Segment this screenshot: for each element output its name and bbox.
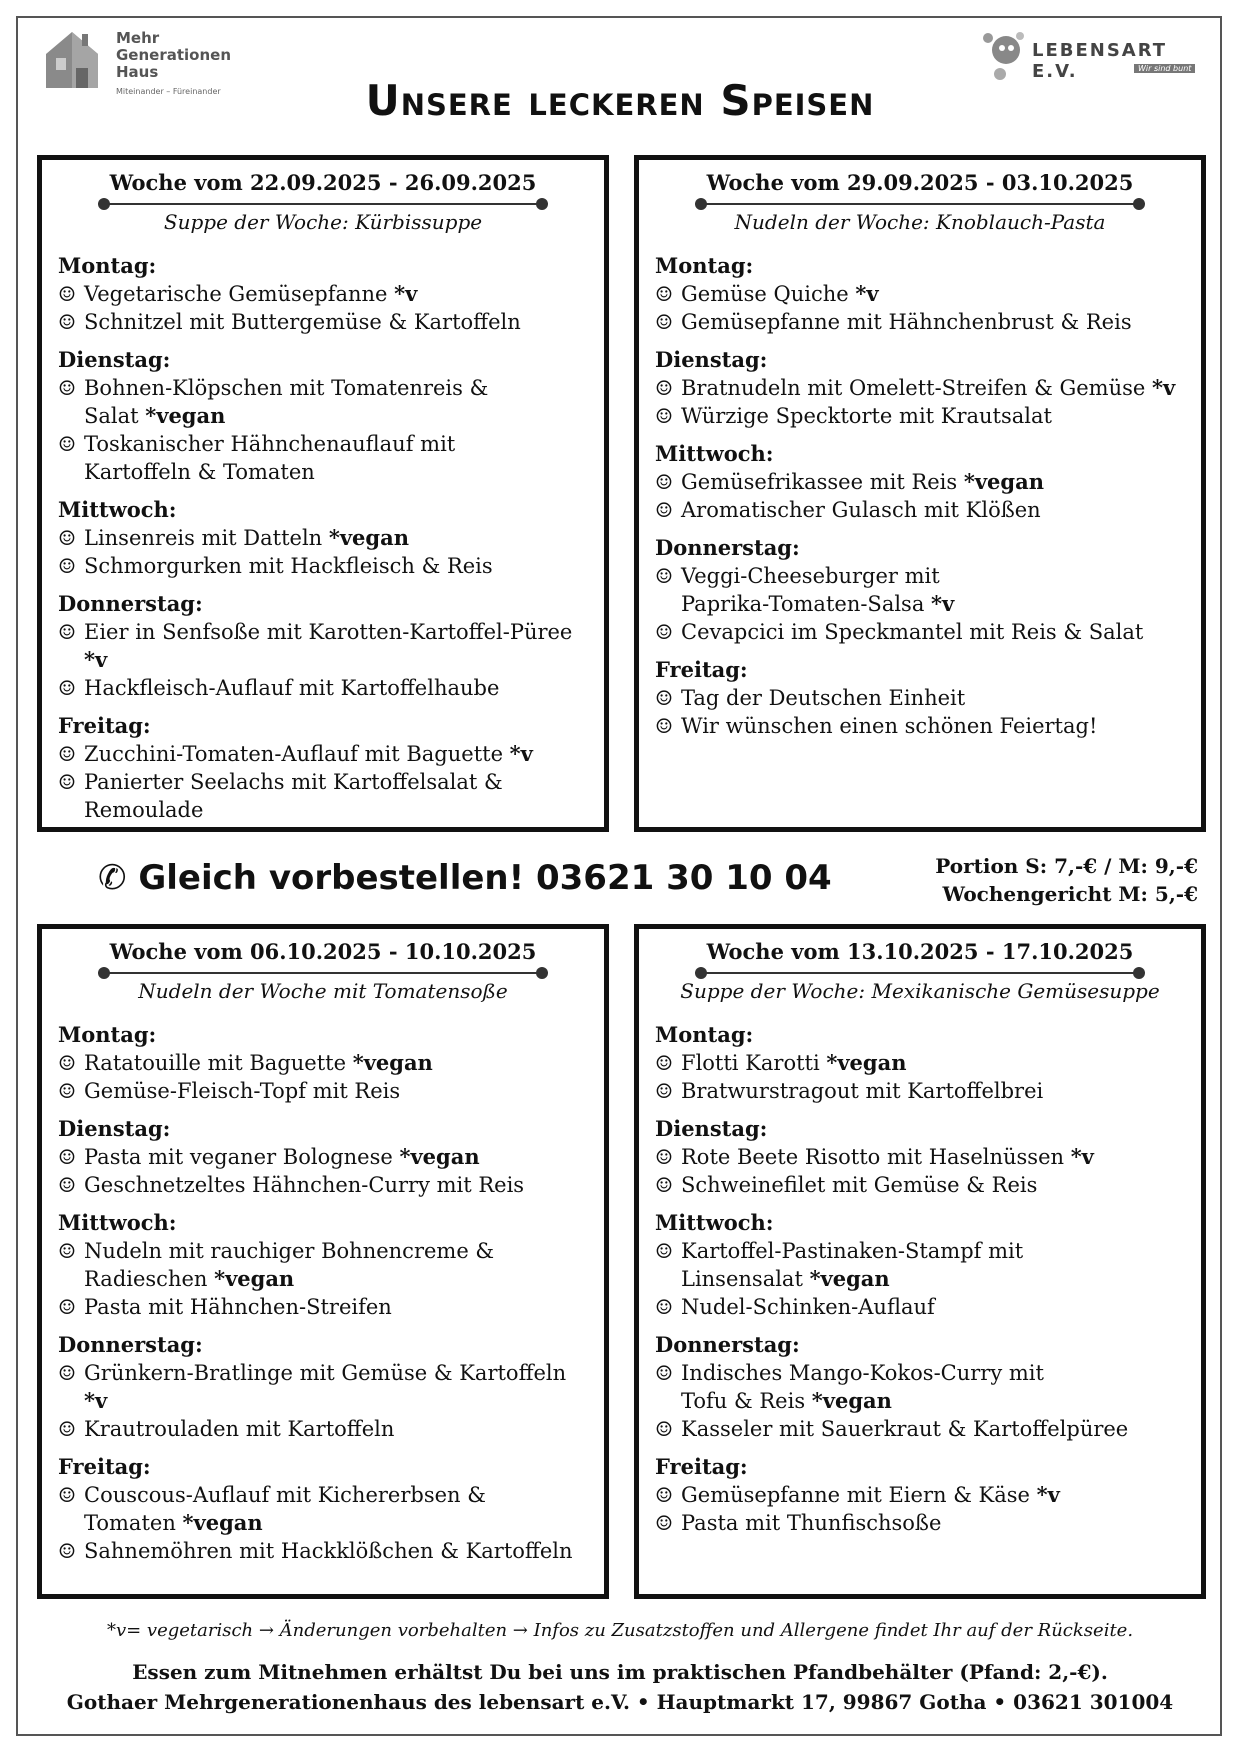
smiley-icon: ☺ xyxy=(655,310,673,334)
day-label: Donnerstag: xyxy=(58,591,203,616)
day-label: Freitag: xyxy=(655,1454,748,1479)
dish-name: Pasta mit Hähnchen-Streifen xyxy=(84,1295,392,1319)
day-block xyxy=(655,252,1185,336)
heading-divider xyxy=(695,198,1145,210)
dish-name: Grünkern-Bratlinge mit Gemüse & Kartoffeln xyxy=(84,1361,567,1385)
diet-marker: *v xyxy=(1070,1144,1094,1169)
dish-item xyxy=(655,280,1185,308)
logo-right-name: LEBENSART E.V. xyxy=(1032,40,1168,82)
day-block xyxy=(58,252,588,336)
dish-item xyxy=(655,712,1185,740)
day-block xyxy=(58,1021,588,1105)
dish-name: Schweinefilet mit Gemüse & Reis xyxy=(681,1173,1038,1197)
smiley-icon: ☺ xyxy=(58,554,76,578)
week-heading: Woche vom 29.09.2025 - 03.10.2025 xyxy=(706,170,1134,195)
page-title: Unsere leckeren Speisen xyxy=(365,76,875,125)
dish-text xyxy=(681,712,1097,740)
dish-item xyxy=(655,1481,1185,1509)
dish-item xyxy=(655,1077,1185,1105)
dish-item xyxy=(58,552,588,580)
dish-text xyxy=(681,468,1044,496)
smiley-icon: ☺ xyxy=(655,686,673,710)
diet-marker: *vegan xyxy=(399,1144,480,1169)
dish-name: Nudeln mit rauchiger Bohnencreme & Radieschen xyxy=(84,1239,495,1291)
dish-text xyxy=(681,1171,1037,1199)
dish-text xyxy=(681,1237,1023,1293)
heading-divider xyxy=(98,198,548,210)
week-heading: Woche vom 22.09.2025 - 26.09.2025 xyxy=(109,170,537,195)
day-block xyxy=(655,346,1185,430)
prices-block xyxy=(935,852,1198,908)
day-label: Dienstag: xyxy=(58,347,171,372)
dish-text xyxy=(84,1415,394,1443)
week-special: Nudeln der Woche: Knoblauch-Pasta xyxy=(734,210,1106,234)
smiley-icon: ☺ xyxy=(655,1417,673,1441)
dish-text xyxy=(681,1143,1094,1171)
heading-divider xyxy=(98,967,548,979)
smiley-icon: ☺ xyxy=(655,1239,673,1263)
smiley-icon: ☺ xyxy=(58,770,76,794)
dish-name: Zucchini-Tomaten-Auflauf mit Baguette xyxy=(84,742,510,766)
diet-marker: *vegan xyxy=(352,1050,433,1075)
dish-text xyxy=(681,1481,1060,1509)
dish-text xyxy=(681,1293,935,1321)
dish-item xyxy=(655,1143,1185,1171)
dish-name: Veggi-Cheeseburger mit Paprika-Tomaten-Salsa xyxy=(681,564,940,616)
dish-item xyxy=(655,1171,1185,1199)
footer-takeaway: Essen zum Mitnehmen erhältst Du bei uns im praktischen Pfandbehälter (Pfand: 2,-€). xyxy=(132,1660,1108,1684)
diet-marker: *vegan xyxy=(809,1266,890,1291)
dish-name: Bohnen-Klöpschen mit Tomatenreis & Salat xyxy=(84,376,489,428)
dish-text xyxy=(84,280,417,308)
day-label: Montag: xyxy=(58,253,157,278)
dish-name: Rote Beete Risotto mit Haselnüssen xyxy=(681,1145,1071,1169)
dish-name: Pasta mit veganer Bolognese xyxy=(84,1145,400,1169)
dish-item xyxy=(655,562,1185,618)
smiley-icon: ☺ xyxy=(58,526,76,550)
day-block xyxy=(655,1331,1185,1443)
dish-text xyxy=(84,1143,480,1171)
dish-item xyxy=(58,1049,588,1077)
diet-marker: *vegan xyxy=(963,469,1044,494)
smiley-icon: ☺ xyxy=(58,742,76,766)
dish-name: Kasseler mit Sauerkraut & Kartoffelpüree xyxy=(681,1417,1129,1441)
dish-text xyxy=(681,1359,1044,1415)
diet-marker: *v xyxy=(1036,1482,1060,1507)
dish-item xyxy=(58,1537,588,1565)
dish-text xyxy=(84,308,521,336)
dish-name: Gemüse Quiche xyxy=(681,282,856,306)
smiley-icon: ☺ xyxy=(655,1361,673,1385)
preorder-line xyxy=(98,858,832,898)
dish-text xyxy=(681,1415,1128,1443)
diet-marker: *v xyxy=(394,281,418,306)
dish-item xyxy=(655,374,1185,402)
dish-text xyxy=(681,1509,941,1537)
smiley-icon: ☺ xyxy=(655,282,673,306)
day-block xyxy=(58,712,588,824)
day-label: Montag: xyxy=(58,1022,157,1047)
day-label: Mittwoch: xyxy=(58,497,177,522)
dish-name: Couscous-Auflauf mit Kichererbsen & Tomaten xyxy=(84,1483,486,1535)
dish-text xyxy=(681,1049,906,1077)
heading-divider xyxy=(695,967,1145,979)
dish-name: Bratnudeln mit Omelett-Streifen & Gemüse xyxy=(681,376,1152,400)
dish-text xyxy=(681,1077,1043,1105)
smiley-icon: ☺ xyxy=(58,620,76,644)
dish-text xyxy=(681,280,879,308)
smiley-icon: ☺ xyxy=(655,1145,673,1169)
day-block xyxy=(58,1115,588,1199)
dish-text xyxy=(84,1171,524,1199)
day-block xyxy=(58,1209,588,1321)
smiley-icon: ☺ xyxy=(655,564,673,588)
week-special: Nudeln der Woche mit Tomatensoße xyxy=(138,979,508,1003)
smiley-icon: ☺ xyxy=(58,1239,76,1263)
day-block xyxy=(58,496,588,580)
logo-left-text: Mehr Generationen Haus xyxy=(116,29,232,81)
day-block xyxy=(655,534,1185,646)
day-block xyxy=(58,346,588,486)
dish-name: Geschnetzeltes Hähnchen-Curry mit Reis xyxy=(84,1173,525,1197)
day-label: Donnerstag: xyxy=(655,535,800,560)
day-label: Freitag: xyxy=(58,1454,151,1479)
dish-item xyxy=(655,308,1185,336)
day-label: Dienstag: xyxy=(655,1116,768,1141)
dish-item xyxy=(58,1143,588,1171)
dish-item xyxy=(58,430,588,486)
smiley-icon: ☺ xyxy=(58,1051,76,1075)
diet-marker: *vegan xyxy=(328,525,409,550)
smiley-icon: ☺ xyxy=(655,1051,673,1075)
dish-text xyxy=(84,430,455,486)
dish-text xyxy=(84,552,493,580)
dish-name: Schnitzel mit Buttergemüse & Kartoffeln xyxy=(84,310,521,334)
dish-name: Wir wünschen einen schönen Feiertag! xyxy=(681,714,1098,738)
dish-text xyxy=(84,674,499,702)
day-block xyxy=(655,440,1185,524)
dish-text xyxy=(84,374,488,430)
smiley-icon: ☺ xyxy=(58,310,76,334)
dish-name: Gemüsepfanne mit Hähnchenbrust & Reis xyxy=(681,310,1132,334)
dish-name: Linsenreis mit Datteln xyxy=(84,526,329,550)
smiley-icon: ☺ xyxy=(58,1173,76,1197)
dish-name: Flotti Karotti xyxy=(681,1051,827,1075)
dish-name: Gemüsepfanne mit Eiern & Käse xyxy=(681,1483,1037,1507)
dish-text xyxy=(84,1237,494,1293)
dish-name: Hackfleisch-Auflauf mit Kartoffelhaube xyxy=(84,676,500,700)
phone-icon: ✆ xyxy=(98,858,127,898)
week-heading: Woche vom 06.10.2025 - 10.10.2025 xyxy=(109,939,537,964)
dish-name: Würzige Specktorte mit Krautsalat xyxy=(681,404,1052,428)
smiley-icon: ☺ xyxy=(655,1511,673,1535)
dish-text xyxy=(681,618,1143,646)
dish-name: Pasta mit Thunfischsoße xyxy=(681,1511,942,1535)
day-label: Donnerstag: xyxy=(655,1332,800,1357)
smiley-icon: ☺ xyxy=(58,1145,76,1169)
dish-item xyxy=(655,684,1185,712)
day-block xyxy=(58,1331,588,1443)
dish-item xyxy=(655,496,1185,524)
price-portion: Portion S: 7,-€ / M: 9,-€ xyxy=(935,854,1198,878)
dish-name: Tag der Deutschen Einheit xyxy=(681,686,966,710)
day-block xyxy=(655,1115,1185,1199)
footer-address: Gothaer Mehrgenerationenhaus des lebensart e.V. • Hauptmarkt 17, 99867 Gotha • 03621 301004 xyxy=(66,1690,1174,1714)
smiley-icon: ☺ xyxy=(655,1079,673,1103)
day-label: Mittwoch: xyxy=(58,1210,177,1235)
dish-item xyxy=(655,1509,1185,1537)
smiley-icon: ☺ xyxy=(58,1417,76,1441)
dish-text xyxy=(84,1359,588,1415)
dish-item xyxy=(58,280,588,308)
diet-marker: *v xyxy=(1151,375,1176,400)
diet-marker: *v xyxy=(84,647,108,672)
day-label: Donnerstag: xyxy=(58,1332,203,1357)
smiley-icon: ☺ xyxy=(655,470,673,494)
smiley-icon: ☺ xyxy=(58,376,76,400)
diet-marker: *v xyxy=(855,281,879,306)
dish-item xyxy=(58,1171,588,1199)
logo-right-tag: Wir sind bunt xyxy=(1134,64,1195,73)
dish-name: Cevapcici im Speckmantel mit Reis & Salat xyxy=(681,620,1144,644)
week-heading: Woche vom 13.10.2025 - 17.10.2025 xyxy=(706,939,1134,964)
smiley-icon: ☺ xyxy=(58,1539,76,1563)
dish-name: Indisches Mango-Kokos-Curry mit Tofu & Reis xyxy=(681,1361,1044,1413)
preorder-text: Gleich vorbestellen! 03621 30 10 04 xyxy=(138,858,832,898)
dish-name: Krautrouladen mit Kartoffeln xyxy=(84,1417,395,1441)
dish-item xyxy=(655,1359,1185,1415)
smiley-icon: ☺ xyxy=(58,1079,76,1103)
dish-item xyxy=(58,768,588,824)
day-block xyxy=(58,1453,588,1565)
day-label: Dienstag: xyxy=(58,1116,171,1141)
dish-name: Toskanischer Hähnchenauflauf mit Kartoffeln & Tomaten xyxy=(84,432,456,484)
dish-item xyxy=(655,1293,1185,1321)
dish-item xyxy=(58,618,588,674)
smiley-icon: ☺ xyxy=(655,404,673,428)
dish-text xyxy=(84,524,409,552)
day-block xyxy=(655,656,1185,740)
diet-marker: *vegan xyxy=(182,1510,263,1535)
day-block xyxy=(655,1453,1185,1537)
smiley-icon: ☺ xyxy=(58,676,76,700)
dish-item xyxy=(58,1359,588,1415)
day-label: Montag: xyxy=(655,253,754,278)
diet-marker: *vegan xyxy=(826,1050,907,1075)
dish-item xyxy=(58,1077,588,1105)
price-weekly: Wochengericht M: 5,-€ xyxy=(942,882,1198,906)
diet-marker: *vegan xyxy=(145,403,226,428)
diet-marker: *vegan xyxy=(214,1266,295,1291)
dish-item xyxy=(58,308,588,336)
week-box-3 xyxy=(37,924,609,1599)
smiley-icon: ☺ xyxy=(655,498,673,522)
dish-item xyxy=(655,468,1185,496)
day-block xyxy=(655,1209,1185,1321)
smiley-icon: ☺ xyxy=(655,1173,673,1197)
diet-marker: *v xyxy=(509,741,533,766)
smiley-icon: ☺ xyxy=(655,1483,673,1507)
dish-text xyxy=(681,496,1041,524)
dish-name: Kartoffel-Pastinaken-Stampf mit Linsensalat xyxy=(681,1239,1024,1291)
dish-text xyxy=(681,374,1175,402)
day-block xyxy=(655,1021,1185,1105)
week-box-2 xyxy=(634,155,1206,832)
smiley-icon: ☺ xyxy=(58,1483,76,1507)
dish-item xyxy=(58,674,588,702)
day-label: Mittwoch: xyxy=(655,1210,774,1235)
dish-item xyxy=(655,1237,1185,1293)
dish-name: Schmorgurken mit Hackfleisch & Reis xyxy=(84,554,493,578)
dish-name: Gemüsefrikassee mit Reis xyxy=(681,470,964,494)
dish-item xyxy=(655,618,1185,646)
dish-item xyxy=(58,1237,588,1293)
dish-name: Ratatouille mit Baguette xyxy=(84,1051,353,1075)
day-label: Montag: xyxy=(655,1022,754,1047)
dish-text xyxy=(84,740,533,768)
dish-item xyxy=(655,402,1185,430)
smiley-icon: ☺ xyxy=(58,282,76,306)
dish-text xyxy=(681,684,965,712)
dish-text xyxy=(84,1293,392,1321)
smiley-icon: ☺ xyxy=(58,1361,76,1385)
day-label: Dienstag: xyxy=(655,347,768,372)
smiley-icon: ☺ xyxy=(655,1295,673,1319)
week-box-4 xyxy=(634,924,1206,1599)
dish-name: Gemüse-Fleisch-Topf mit Reis xyxy=(84,1079,401,1103)
dish-name: Bratwurstragout mit Kartoffelbrei xyxy=(681,1079,1044,1103)
diet-marker: *v xyxy=(931,591,955,616)
dish-item xyxy=(58,1293,588,1321)
dish-text xyxy=(681,308,1132,336)
dish-text xyxy=(681,562,954,618)
dish-text xyxy=(681,402,1052,430)
dish-text xyxy=(84,618,588,674)
dish-text xyxy=(84,1537,573,1565)
dish-name: Sahnemöhren mit Hackklößchen & Kartoffeln xyxy=(84,1539,573,1563)
dish-text xyxy=(84,1481,486,1537)
dish-name: Eier in Senfsoße mit Karotten-Kartoffel-Püree xyxy=(84,620,573,644)
dish-name: Panierter Seelachs mit Kartoffelsalat & Remoulade xyxy=(84,770,503,822)
dish-item xyxy=(655,1049,1185,1077)
dish-name: Nudel-Schinken-Auflauf xyxy=(681,1295,935,1319)
week-box-1 xyxy=(37,155,609,832)
day-label: Mittwoch: xyxy=(655,441,774,466)
day-block xyxy=(58,590,588,702)
dish-item xyxy=(58,374,588,430)
dish-text xyxy=(84,1049,433,1077)
smiley-icon: ☺ xyxy=(655,620,673,644)
diet-marker: *vegan xyxy=(811,1388,892,1413)
diet-marker: *v xyxy=(84,1388,108,1413)
dish-text xyxy=(84,768,503,824)
smiley-icon: ☺ xyxy=(58,1295,76,1319)
dish-item xyxy=(58,524,588,552)
day-label: Freitag: xyxy=(655,657,748,682)
logo-left-subtitle: Miteinander – Füreinander xyxy=(116,87,221,96)
week-special: Suppe der Woche: Mexikanische Gemüsesuppe xyxy=(680,979,1160,1003)
dish-item xyxy=(58,1415,588,1443)
dish-item xyxy=(58,1481,588,1537)
footer-note: *v= vegetarisch → Änderungen vorbehalten → Infos zu Zusatzstoffen und Allergene findet Ihr auf der Rückseite. xyxy=(106,1620,1134,1641)
dish-name: Vegetarische Gemüsepfanne xyxy=(84,282,395,306)
day-label: Freitag: xyxy=(58,713,151,738)
dish-text xyxy=(84,1077,400,1105)
smiley-icon: ☺ xyxy=(655,714,673,738)
smiley-icon: ☺ xyxy=(58,432,76,456)
smiley-icon: ☺ xyxy=(655,376,673,400)
dish-name: Aromatischer Gulasch mit Klößen xyxy=(681,498,1041,522)
week-special: Suppe der Woche: Kürbissuppe xyxy=(163,210,483,234)
dish-item xyxy=(655,1415,1185,1443)
dish-item xyxy=(58,740,588,768)
